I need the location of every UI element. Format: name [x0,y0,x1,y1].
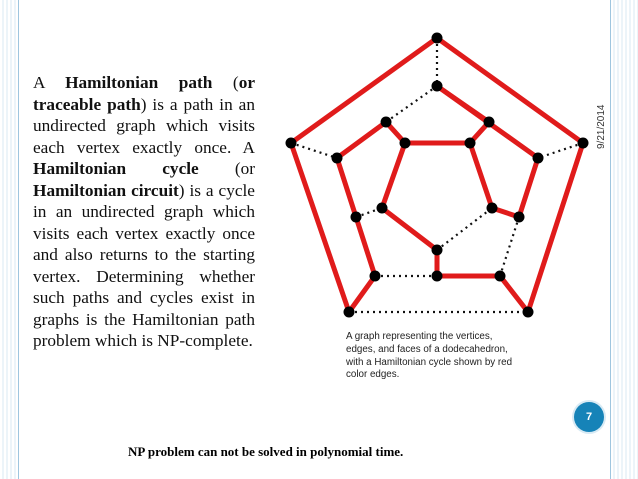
vertex [514,212,525,223]
term-hamiltonian-cycle: Hamiltonian cycle [33,159,199,178]
term-hamiltonian-circuit: Hamiltonian circuit [33,180,179,200]
vertex [381,117,392,128]
edge-dotted [386,86,437,122]
footer-note: NP problem can not be solved in polynomial time. [128,444,404,459]
vertex [344,307,355,318]
vertex [432,81,443,92]
vertex [484,117,495,128]
para-text-5: ) is a cycle in an undirected graph which visits each vertex exactly once and also returns to the starting vertex. Determining whether such paths and cycles exist in graphs is the Hamiltonian path problem which is NP-complete. [33,180,255,350]
vertex [487,203,498,214]
para-text-4: (or [198,159,255,178]
vertex [432,245,443,256]
vertex [286,138,297,149]
vertex [351,212,362,223]
page-number-badge: 7 [574,402,604,432]
vertex [533,153,544,164]
term-traceable-path: or traceable path [33,73,256,114]
figure-caption: A graph representing the vertices, edges, and faces of a dodecahedron, with a Hamiltonian cycle shown by red color edges. [346,331,513,381]
vertex [523,307,534,318]
term-hamiltonian-path: Hamiltonian path [65,73,213,92]
vertex [432,33,443,44]
vertex [370,271,381,282]
para-text-1: A [33,73,66,92]
para-text-3: ) is a path in an undirected graph which visits each vertex exactly once. A [33,94,255,157]
vertex [495,271,506,282]
vertex [377,203,388,214]
vertex [432,271,443,282]
para-text-2: ( [212,73,239,92]
vertex [332,153,343,164]
vertex [400,138,411,149]
vertex [465,138,476,149]
vertex [578,138,589,149]
slide-date: 9/21/2014 [596,104,607,149]
edge-dotted [437,208,492,250]
edge-dotted [500,217,519,276]
